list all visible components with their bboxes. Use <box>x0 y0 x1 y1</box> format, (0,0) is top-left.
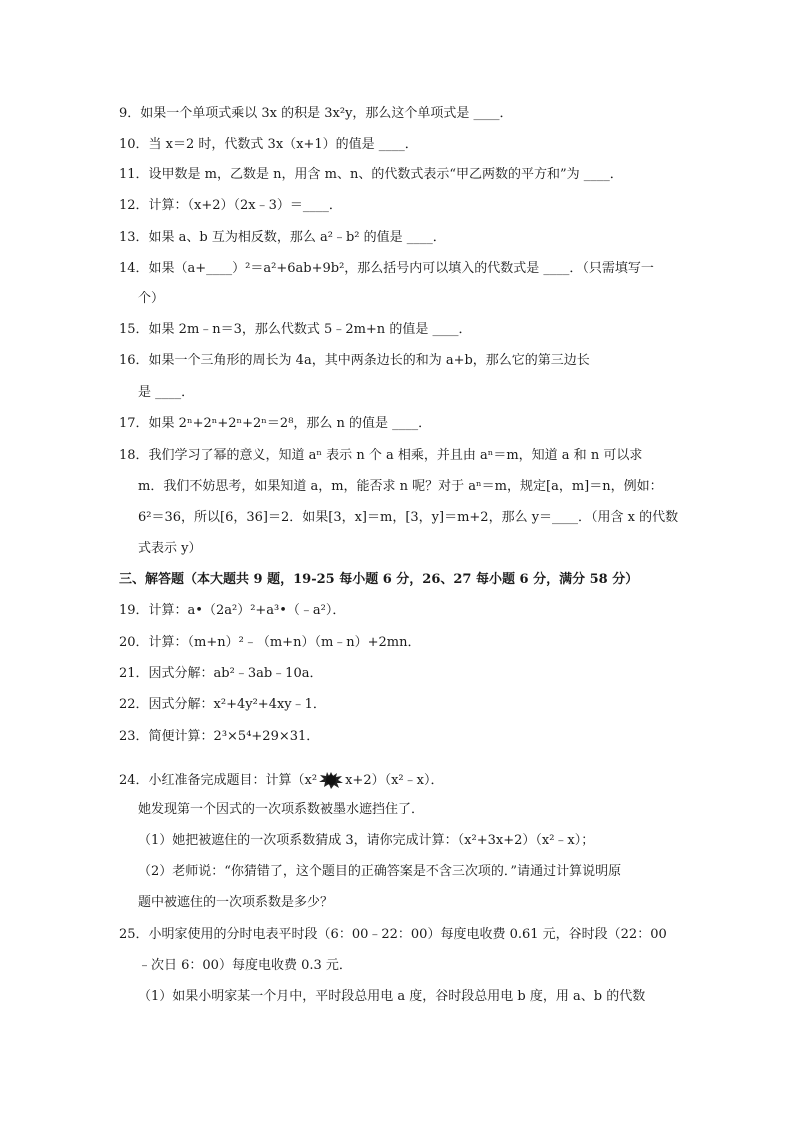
question-25-continued: ﹣次日 6：00）每度电收费 0.3 元． <box>138 958 352 973</box>
question-16-continued: 是 ____． <box>138 385 195 400</box>
question-11: 11．设甲数是 m，乙数是 n，用含 m、n、的代数式表示“甲乙两数的平方和”为 ____． <box>119 167 623 182</box>
question-24-part-2: （2）老师说：“你猜错了，这个题目的正确答案是不含三次项的．”请通过计算说明原 <box>138 864 622 879</box>
question-21: 21．因式分解：ab²﹣3ab﹣10a． <box>119 666 323 681</box>
question-24 <box>119 771 443 789</box>
question-18-line-4: 式表示 y） <box>138 541 202 556</box>
question-24-part-1: （1）她把被遮住的一次项系数猜成 3，请你完成计算：（x²+3x+2）（x²﹣x）； <box>138 833 595 848</box>
ink-blot-icon <box>318 771 344 789</box>
question-20: 20．计算：（m+n）²﹣（m+n）（m﹣n）+2mn． <box>119 635 421 650</box>
question-24-prefix: 24．小红准备完成题目：计算（x² <box>119 773 318 788</box>
section-heading: 三、解答题（本大题共 9 题，19-25 每小题 6 分，26、27 每小题 6 分，满分 58 分） <box>119 572 639 587</box>
question-10: 10．当 x＝2 时，代数式 3x（x+1）的值是 ____． <box>119 137 418 152</box>
question-18: 18．我们学习了幂的意义，知道 aⁿ 表示 n 个 a 相乘，并且由 aⁿ＝m，知道 a 和 n 可以求 <box>119 448 643 463</box>
question-25-part-1: （1）如果小明家某一个月中，平时段总用电 a 度，谷时段总用电 b 度，用 a、b 的代数 <box>138 989 646 1004</box>
question-19: 19．计算：a•（2a²）²+a³•（﹣a²）． <box>119 603 346 618</box>
question-15: 15．如果 2m﹣n＝3，那么代数式 5﹣2m+n 的值是 ____． <box>119 322 472 337</box>
question-9: 9．如果一个单项式乘以 3x 的积是 3x²y，那么这个单项式是 ____． <box>119 106 513 121</box>
question-14-continued: 个） <box>138 291 165 306</box>
question-14: 14．如果（a+____）²＝a²+6ab+9b²，那么括号内可以填入的代数式是 ____．（只需填写一 <box>119 261 654 276</box>
question-16: 16．如果一个三角形的周长为 4a，其中两条边长的和为 a+b，那么它的第三边长 <box>119 353 590 368</box>
question-24-part-2-continued: 题中被遮住的一次项系数是多少？ <box>138 895 334 910</box>
question-23: 23．简便计算：2³×5⁴+29×31． <box>119 729 320 744</box>
question-18-line-2: m．我们不妨思考，如果知道 a，m，能否求 n 呢？对于 aⁿ＝m，规定[a，m]＝n，例如： <box>138 479 663 494</box>
question-17: 17．如果 2ⁿ+2ⁿ+2ⁿ+2ⁿ＝2⁸，那么 n 的值是 ____． <box>119 416 432 431</box>
question-12: 12．计算：（x+2）（2x﹣3）＝____． <box>119 198 342 213</box>
question-22: 22．因式分解：x²+4y²+4xy﹣1． <box>119 697 326 712</box>
question-25: 25．小明家使用的分时电表平时段（6：00﹣22：00）每度电收费 0.61 元，谷时段（22：00 <box>119 927 667 942</box>
question-18-line-3: 6²＝36，所以[6，36]＝2．如果[3，x]＝m，[3，y]＝m+2，那么 y＝____．（用含 x 的代数 <box>138 510 679 525</box>
question-13: 13．如果 a、b 互为相反数，那么 a²﹣b² 的值是 ____． <box>119 230 446 245</box>
question-24-suffix: x+2）（x²﹣x）． <box>345 773 444 788</box>
question-24-note: 她发现第一个因式的一次项系数被墨水遮挡住了． <box>138 802 425 817</box>
